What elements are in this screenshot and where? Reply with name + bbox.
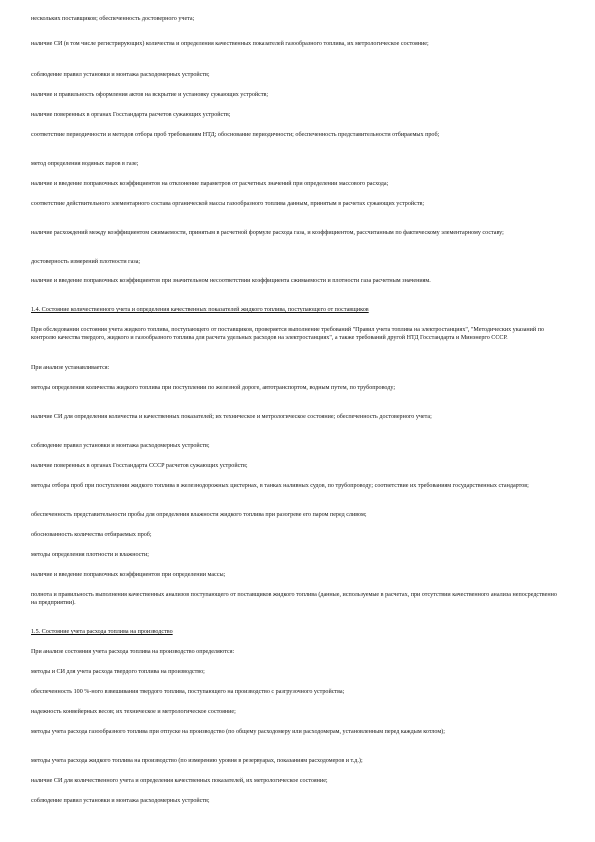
paragraph: нескольких поставщиков; обеспеченность достоверного учета; [31, 16, 195, 22]
paragraph: наличие поверенных в органах Госстандарта расчетов сужающих устройств; [31, 112, 231, 118]
paragraph: методы определения количества жидкого топлива при поступлении по железной дороге, автотранспортом, водным путем, по трубопроводу; [31, 385, 396, 391]
paragraph: методы и СИ для учета расхода твердого топлива на производство; [31, 669, 205, 675]
paragraph: наличие поверенных в органах Госстандарта СССР расчетов сужающих устройств; [31, 463, 248, 469]
paragraph: При обследовании состояния учета жидкого топлива, поступающего от поставщиков, проверяется выполнение требований "Правил учета топлива на электростанциях", "Методических указаний по контролю качества твердого, жидкого и газообразного топлива для расчета удельных расходов на электростанциях", а также требований другой НТД Госстандарта и Минэнерго СССР. [31, 327, 545, 342]
paragraph: наличие и введение поправочных коэффициентов при определении массы; [31, 572, 226, 578]
paragraph: соблюдение правил установки и монтажа расходомерных устройств; [31, 798, 210, 804]
paragraph: При анализе устанавливается: [31, 365, 110, 371]
paragraph: надежность конвейерных весов; их техническое и метрологическое состояние; [31, 709, 236, 715]
paragraph: наличие СИ для определения количества и качественных показателей; их техническое и метрологическое состояние; обеспеченность достоверного учета; [31, 414, 432, 420]
paragraph: полнота и правильность выполнения качественных анализов поступающего от поставщиков жидкого топлива (данные, используемые в расчетах, при отсутствии качественного анализа непосредственно на предприятии). [31, 592, 557, 607]
section-heading: 1.4. Состояние количественного учета и определения качественных показателей жидкого топлива, поступающего от поставщиков [31, 307, 369, 313]
paragraph: наличие и введение поправочных коэффициентов при значительном несоответствии коэффициента сжимаемости и плотности газа расчетным значениям. [31, 278, 431, 284]
paragraph: наличие СИ для количественного учета и определения качественных показателей, их метрологическое состояние; [31, 778, 328, 784]
paragraph: методы отбора проб при поступлении жидкого топлива в железнодорожных цистернах, в танках наливных судов, по трубопроводу; соответствие их требованиям государственных стандартов; [31, 483, 529, 489]
paragraph: наличие и введение поправочных коэффициентов на отклонение параметров от расчетных значений при определении массового расхода; [31, 181, 389, 187]
paragraph: соответствие периодичности и методов отбора проб требованиям НТД; обоснование периодичности; обеспеченность представительности отбираемых проб; [31, 132, 440, 138]
paragraph: достоверность измерений плотности газа; [31, 259, 141, 265]
paragraph: методы учета расхода газообразного топлива при отпуске на производство (по общему расходомеру или расходомерам, установленным перед каждым котлом); [31, 729, 445, 735]
paragraph: методы учета расхода жидкого топлива на производство (по измерению уровня в резервуарах, показаниям расходомеров и т.д.); [31, 758, 363, 764]
paragraph: методы определения плотности и влажности; [31, 552, 149, 558]
paragraph: обеспеченность 100 %-ного взвешивания твердого топлива, поступающего на производство с разгрузочного устройства; [31, 689, 345, 695]
paragraph: метод определения водяных паров в газе; [31, 161, 139, 167]
paragraph: При анализе состояния учета расхода топлива на производство определяются: [31, 649, 235, 655]
paragraph: обеспеченность представительности пробы для определения влажности жидкого топлива при разогреве его паром перед сливом; [31, 512, 367, 518]
paragraph: наличие и правильность оформления актов на вскрытие и установку сужающих устройств; [31, 92, 269, 98]
paragraph: соблюдение правил установки и монтажа расходомерных устройств; [31, 72, 210, 78]
paragraph: соответствие действительного элементарного состава органической массы газообразного топлива данным, принятым в расчетах сужающих устройств; [31, 201, 425, 207]
section-heading: 1.5. Состояние учета расхода топлива на производство [31, 629, 173, 635]
paragraph: обоснованность количества отбираемых проб; [31, 532, 152, 538]
paragraph: соблюдение правил установки и монтажа расходомерных устройств; [31, 443, 210, 449]
paragraph: наличие расхождений между коэффициентом сжимаемости, принятым в расчетной формуле расхода газа, и коэффициентом, рассчитанным по фактическому элементарному составу; [31, 230, 504, 236]
paragraph: наличие СИ (в том числе регистрирующих) количества и определения качественных показателей газообразного топлива, их метрологическое состояние; [31, 41, 429, 47]
